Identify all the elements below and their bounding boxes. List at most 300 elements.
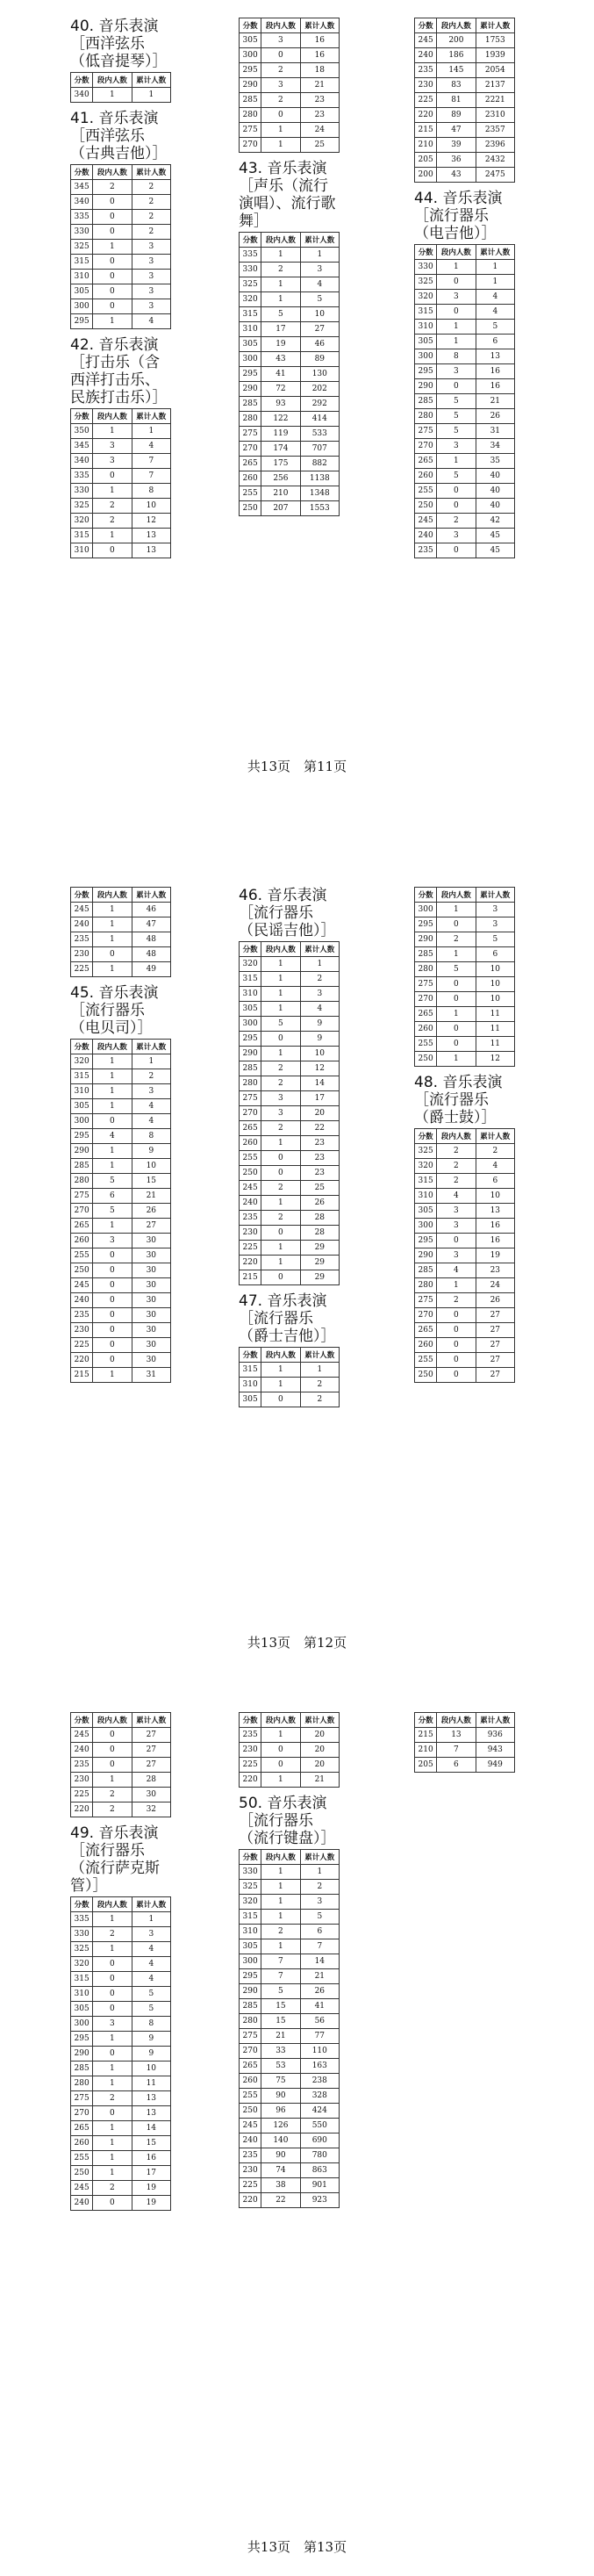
table-cell: 3 bbox=[132, 1084, 170, 1099]
table-cell: 1 bbox=[93, 2121, 132, 2136]
table-row bbox=[415, 439, 515, 454]
table-cell: 250 bbox=[240, 501, 261, 516]
table-cell: 36 bbox=[437, 153, 476, 168]
table-cell: 305 bbox=[240, 1939, 261, 1954]
table-cell: 260 bbox=[415, 1022, 437, 1037]
table-cell: 46 bbox=[132, 903, 170, 917]
table-cell: 1 bbox=[93, 1054, 132, 1069]
table-cell: 23 bbox=[300, 1151, 339, 1166]
table-cell: 245 bbox=[415, 514, 437, 529]
column-header: 分数 bbox=[71, 1897, 93, 1912]
table-cell: 270 bbox=[240, 138, 261, 153]
table-row bbox=[71, 210, 171, 225]
table-row bbox=[415, 1368, 515, 1383]
table-row bbox=[415, 1174, 515, 1189]
table-row bbox=[71, 2196, 171, 2211]
table-cell: 424 bbox=[300, 2104, 339, 2119]
table-cell: 240 bbox=[71, 1743, 93, 1758]
table-cell: 6 bbox=[437, 1758, 476, 1773]
table-cell: 9 bbox=[300, 1032, 339, 1047]
table-cell: 29 bbox=[300, 1270, 339, 1285]
column bbox=[70, 18, 171, 565]
column-header: 分数 bbox=[71, 1713, 93, 1728]
table-row bbox=[240, 972, 340, 987]
table-row bbox=[71, 1189, 171, 1204]
table-cell: 35 bbox=[476, 454, 514, 469]
table-cell: 14 bbox=[300, 1076, 339, 1091]
table-cell: 3 bbox=[300, 987, 339, 1002]
table-cell: 330 bbox=[71, 1927, 93, 1942]
table-cell: 12 bbox=[300, 1061, 339, 1076]
table-cell: 2 bbox=[261, 1061, 300, 1076]
table-cell: 290 bbox=[240, 78, 261, 93]
table-cell: 325 bbox=[240, 1880, 261, 1895]
table-cell: 280 bbox=[71, 1174, 93, 1189]
table-cell: 215 bbox=[415, 1728, 437, 1743]
table-row bbox=[71, 1743, 171, 1758]
table-cell: 28 bbox=[300, 1226, 339, 1241]
table-cell: 3 bbox=[93, 2017, 132, 2032]
table-row bbox=[71, 1114, 171, 1129]
table-cell: 0 bbox=[437, 1022, 476, 1037]
table-row bbox=[415, 1293, 515, 1308]
table-cell: 230 bbox=[240, 1743, 261, 1758]
table-row bbox=[415, 1144, 515, 1159]
table-cell: 245 bbox=[240, 1181, 261, 1196]
table-row bbox=[240, 322, 340, 337]
section-title: 42. 音乐表演［打击乐（含西洋打击乐、民族打击乐）］ bbox=[70, 336, 168, 407]
table-row bbox=[415, 93, 515, 108]
table-cell: 2 bbox=[300, 1880, 339, 1895]
table-cell: 3 bbox=[437, 1248, 476, 1263]
table-cell: 46 bbox=[300, 337, 339, 352]
table-cell: 240 bbox=[415, 529, 437, 543]
table-cell: 1 bbox=[93, 2166, 132, 2181]
table-cell: 2 bbox=[93, 1927, 132, 1942]
table-cell: 250 bbox=[415, 499, 437, 514]
table-cell: 25 bbox=[300, 1181, 339, 1196]
column-header: 累计人数 bbox=[476, 18, 514, 33]
column-header: 累计人数 bbox=[132, 1040, 170, 1054]
table-cell: 20 bbox=[300, 1106, 339, 1121]
table-cell: 310 bbox=[240, 322, 261, 337]
table-cell: 220 bbox=[71, 1802, 93, 1817]
table-cell: 320 bbox=[240, 292, 261, 307]
table-cell: 0 bbox=[437, 1234, 476, 1248]
table-cell: 2 bbox=[93, 1802, 132, 1817]
table-cell: 89 bbox=[437, 108, 476, 123]
table-row bbox=[240, 1181, 340, 1196]
column-header: 段内人数 bbox=[261, 1713, 300, 1728]
column-header: 段内人数 bbox=[93, 1713, 132, 1728]
table-cell: 255 bbox=[240, 1151, 261, 1166]
table-cell: 30 bbox=[132, 1278, 170, 1293]
table-cell: 26 bbox=[476, 1293, 514, 1308]
table-cell: 350 bbox=[71, 424, 93, 439]
column-header: 累计人数 bbox=[300, 1713, 339, 1728]
table-cell: 4 bbox=[476, 290, 514, 305]
table-cell: 53 bbox=[261, 2059, 300, 2074]
table-cell: 1 bbox=[261, 1241, 300, 1256]
table-cell: 0 bbox=[93, 284, 132, 299]
table-cell: 260 bbox=[71, 2136, 93, 2151]
table-cell: 1 bbox=[93, 1144, 132, 1159]
table-cell: 1 bbox=[437, 1052, 476, 1067]
table-row bbox=[240, 442, 340, 457]
table-row bbox=[71, 1069, 171, 1084]
table-cell: 28 bbox=[132, 1773, 170, 1788]
table-row bbox=[240, 2044, 340, 2059]
table-row bbox=[240, 1226, 340, 1241]
table-cell: 295 bbox=[240, 1032, 261, 1047]
score-table bbox=[239, 232, 340, 516]
table-row bbox=[71, 2091, 171, 2106]
table-cell: 0 bbox=[93, 1114, 132, 1129]
table-cell: 285 bbox=[415, 394, 437, 409]
table-cell: 320 bbox=[71, 1957, 93, 1972]
section-title: 48. 音乐表演［流行器乐（爵士鼓）］ bbox=[414, 1074, 503, 1126]
table-row bbox=[71, 2181, 171, 2196]
table-row bbox=[415, 394, 515, 409]
table-cell: 20 bbox=[300, 1743, 339, 1758]
table-cell: 6 bbox=[476, 1174, 514, 1189]
table-cell: 4 bbox=[132, 1942, 170, 1957]
table-cell: 2 bbox=[300, 1378, 339, 1392]
table-cell: 4 bbox=[300, 277, 339, 292]
table-row bbox=[240, 1002, 340, 1017]
table-cell: 1 bbox=[132, 424, 170, 439]
table-cell: 275 bbox=[415, 977, 437, 992]
table-cell: 1 bbox=[261, 1939, 300, 1954]
table-row bbox=[415, 1189, 515, 1204]
section-title: 47. 音乐表演［流行器乐（爵士吉他）］ bbox=[239, 1292, 336, 1345]
table-cell: 2 bbox=[437, 514, 476, 529]
table-row bbox=[240, 987, 340, 1002]
table-cell: 300 bbox=[415, 349, 437, 364]
table-cell: 1 bbox=[476, 260, 514, 275]
column-header: 段内人数 bbox=[93, 1040, 132, 1054]
table-cell: 0 bbox=[261, 48, 300, 63]
table-cell: 38 bbox=[261, 2178, 300, 2193]
table-cell: 4 bbox=[476, 1159, 514, 1174]
column-header: 累计人数 bbox=[132, 1713, 170, 1728]
table-row bbox=[71, 1084, 171, 1099]
table-cell: 174 bbox=[261, 442, 300, 457]
table-cell: 1 bbox=[261, 1136, 300, 1151]
table-cell: 41 bbox=[261, 367, 300, 382]
table-cell: 205 bbox=[415, 153, 437, 168]
table-cell: 285 bbox=[240, 1999, 261, 2014]
table-cell: 1 bbox=[93, 1219, 132, 1234]
table-cell: 320 bbox=[71, 514, 93, 529]
table-row bbox=[415, 424, 515, 439]
table-row bbox=[240, 352, 340, 367]
table-cell: 9 bbox=[132, 2047, 170, 2062]
table-cell: 2 bbox=[93, 2091, 132, 2106]
table-row bbox=[71, 1129, 171, 1144]
table-cell: 2 bbox=[300, 1392, 339, 1407]
table-cell: 0 bbox=[93, 255, 132, 270]
table-cell: 1 bbox=[261, 1773, 300, 1788]
table-cell: 7 bbox=[261, 1969, 300, 1984]
table-header-row bbox=[240, 18, 340, 33]
table-row bbox=[240, 1076, 340, 1091]
table-cell: 328 bbox=[300, 2089, 339, 2104]
table-cell: 24 bbox=[476, 1278, 514, 1293]
table-cell: 0 bbox=[437, 992, 476, 1007]
table-cell: 5 bbox=[476, 932, 514, 947]
table-cell: 5 bbox=[300, 1910, 339, 1925]
table-cell: 0 bbox=[93, 2106, 132, 2121]
table-cell: 110 bbox=[300, 2044, 339, 2059]
table-cell: 340 bbox=[71, 88, 93, 103]
column-header: 分数 bbox=[415, 1129, 437, 1144]
table-cell: 5 bbox=[93, 1204, 132, 1219]
table-row bbox=[240, 337, 340, 352]
table-cell: 0 bbox=[93, 543, 132, 558]
table-cell: 3 bbox=[476, 903, 514, 917]
table-cell: 265 bbox=[240, 457, 261, 471]
table-cell: 1 bbox=[261, 138, 300, 153]
table-cell: 220 bbox=[240, 1256, 261, 1270]
table-cell: 330 bbox=[240, 1865, 261, 1880]
table-cell: 3 bbox=[261, 78, 300, 93]
table-cell: 2432 bbox=[476, 153, 514, 168]
table-cell: 1 bbox=[261, 987, 300, 1002]
table-cell: 1753 bbox=[476, 33, 514, 48]
table-cell: 240 bbox=[71, 917, 93, 932]
table-cell: 260 bbox=[415, 1338, 437, 1353]
table-row bbox=[415, 484, 515, 499]
table-row bbox=[71, 195, 171, 210]
table-row bbox=[240, 1136, 340, 1151]
column-header: 分数 bbox=[415, 245, 437, 260]
table-row bbox=[71, 2002, 171, 2017]
table-cell: 1 bbox=[93, 529, 132, 543]
table-row bbox=[240, 63, 340, 78]
table-cell: 8 bbox=[132, 2017, 170, 2032]
table-cell: 280 bbox=[415, 409, 437, 424]
table-row bbox=[240, 108, 340, 123]
table-cell: 310 bbox=[71, 270, 93, 284]
table-row bbox=[71, 529, 171, 543]
table-row bbox=[240, 1211, 340, 1226]
table-cell: 225 bbox=[71, 1788, 93, 1802]
table-cell: 330 bbox=[415, 260, 437, 275]
table-cell: 14 bbox=[300, 1954, 339, 1969]
table-cell: 0 bbox=[93, 1248, 132, 1263]
table-row bbox=[415, 335, 515, 349]
table-cell: 0 bbox=[437, 305, 476, 320]
table-cell: 75 bbox=[261, 2074, 300, 2089]
table-cell: 200 bbox=[437, 33, 476, 48]
table-row bbox=[240, 1954, 340, 1969]
table-cell: 1 bbox=[261, 1895, 300, 1910]
table-cell: 1 bbox=[93, 2151, 132, 2166]
table-row bbox=[71, 284, 171, 299]
table-cell: 245 bbox=[71, 1728, 93, 1743]
table-row bbox=[71, 903, 171, 917]
table-cell: 295 bbox=[415, 1234, 437, 1248]
table-row bbox=[71, 2032, 171, 2047]
table-cell: 325 bbox=[71, 240, 93, 255]
table-cell: 2 bbox=[132, 180, 170, 195]
table-cell: 0 bbox=[93, 1987, 132, 2002]
table-cell: 42 bbox=[476, 514, 514, 529]
table-header-row bbox=[240, 1348, 340, 1363]
table-cell: 295 bbox=[240, 1969, 261, 1984]
column-header: 累计人数 bbox=[132, 1897, 170, 1912]
table-cell: 10 bbox=[476, 977, 514, 992]
table-cell: 2 bbox=[437, 1144, 476, 1159]
table-cell: 15 bbox=[261, 2014, 300, 2029]
table-row bbox=[415, 543, 515, 558]
table-cell: 280 bbox=[240, 108, 261, 123]
table-cell: 1 bbox=[93, 314, 132, 329]
table-header-row bbox=[71, 1713, 171, 1728]
table-cell: 40 bbox=[476, 499, 514, 514]
table-cell: 0 bbox=[261, 1758, 300, 1773]
score-table bbox=[239, 1712, 340, 1788]
table-cell: 315 bbox=[71, 1972, 93, 1987]
table-cell: 1 bbox=[437, 947, 476, 962]
table-row bbox=[415, 379, 515, 394]
table-cell: 17 bbox=[300, 1091, 339, 1106]
column-header: 累计人数 bbox=[300, 942, 339, 957]
table-row bbox=[415, 108, 515, 123]
table-cell: 690 bbox=[300, 2133, 339, 2148]
table-cell: 5 bbox=[437, 424, 476, 439]
table-cell: 305 bbox=[71, 284, 93, 299]
table-row bbox=[415, 63, 515, 78]
table-header-row bbox=[240, 1713, 340, 1728]
table-cell: 0 bbox=[93, 1353, 132, 1368]
table-cell: 285 bbox=[240, 1061, 261, 1076]
table-cell: 31 bbox=[132, 1368, 170, 1383]
table-cell: 240 bbox=[240, 1196, 261, 1211]
table-row bbox=[240, 1743, 340, 1758]
table-cell: 265 bbox=[71, 1219, 93, 1234]
table-cell: 13 bbox=[132, 543, 170, 558]
table-cell: 1 bbox=[300, 1363, 339, 1378]
table-row bbox=[415, 1022, 515, 1037]
table-cell: 335 bbox=[71, 210, 93, 225]
table-row bbox=[415, 33, 515, 48]
table-cell: 32 bbox=[132, 1802, 170, 1817]
table-cell: 1 bbox=[93, 484, 132, 499]
table-cell: 0 bbox=[261, 1392, 300, 1407]
table-cell: 23 bbox=[300, 93, 339, 108]
table-cell: 47 bbox=[132, 917, 170, 932]
table-cell: 5 bbox=[132, 1987, 170, 2002]
table-cell: 2 bbox=[261, 1121, 300, 1136]
table-row bbox=[240, 48, 340, 63]
table-row bbox=[415, 260, 515, 275]
table-cell: 238 bbox=[300, 2074, 339, 2089]
table-cell: 5 bbox=[300, 292, 339, 307]
table-cell: 3 bbox=[261, 1106, 300, 1121]
table-cell: 225 bbox=[71, 1338, 93, 1353]
table-cell: 863 bbox=[300, 2163, 339, 2178]
table-cell: 260 bbox=[240, 2074, 261, 2089]
score-table bbox=[70, 164, 171, 329]
table-row bbox=[415, 1037, 515, 1052]
table-row bbox=[240, 307, 340, 322]
column-header: 分数 bbox=[240, 233, 261, 248]
table-cell: 2 bbox=[93, 1788, 132, 1802]
table-row bbox=[240, 1773, 340, 1788]
table-row bbox=[240, 471, 340, 486]
table-cell: 315 bbox=[415, 1174, 437, 1189]
table-cell: 1 bbox=[93, 932, 132, 947]
table-cell: 30 bbox=[132, 1353, 170, 1368]
column-header: 累计人数 bbox=[300, 1850, 339, 1865]
table-cell: 256 bbox=[261, 471, 300, 486]
table-cell: 16 bbox=[476, 1234, 514, 1248]
table-cell: 235 bbox=[71, 932, 93, 947]
table-cell: 0 bbox=[93, 225, 132, 240]
table-cell: 1 bbox=[93, 2032, 132, 2047]
table-cell: 3 bbox=[437, 290, 476, 305]
table-cell: 300 bbox=[240, 1017, 261, 1032]
table-row bbox=[71, 1099, 171, 1114]
table-cell: 2 bbox=[261, 1181, 300, 1196]
table-cell: 1 bbox=[437, 1278, 476, 1293]
score-table bbox=[70, 1896, 171, 2211]
table-row bbox=[240, 2193, 340, 2208]
table-row bbox=[240, 957, 340, 972]
table-row bbox=[71, 2017, 171, 2032]
table-cell: 0 bbox=[93, 1728, 132, 1743]
table-cell: 74 bbox=[261, 2163, 300, 2178]
table-cell: 6 bbox=[300, 1925, 339, 1939]
table-cell: 202 bbox=[300, 382, 339, 397]
column-header: 分数 bbox=[415, 888, 437, 903]
table-cell: 1 bbox=[261, 1002, 300, 1017]
page-footer: 共13页 第13页 bbox=[247, 2539, 347, 2555]
table-row bbox=[240, 1017, 340, 1032]
column-header: 段内人数 bbox=[261, 942, 300, 957]
table-cell: 215 bbox=[71, 1368, 93, 1383]
table-cell: 1 bbox=[261, 123, 300, 138]
table-cell: 315 bbox=[240, 972, 261, 987]
table-cell: 305 bbox=[240, 33, 261, 48]
table-cell: 295 bbox=[240, 367, 261, 382]
table-cell: 290 bbox=[240, 1047, 261, 1061]
table-cell: 1 bbox=[437, 454, 476, 469]
table-cell: 19 bbox=[132, 2181, 170, 2196]
table-cell: 3 bbox=[261, 1091, 300, 1106]
table-cell: 21 bbox=[261, 2029, 300, 2044]
table-row bbox=[415, 1278, 515, 1293]
table-cell: 335 bbox=[71, 1912, 93, 1927]
table-cell: 275 bbox=[415, 424, 437, 439]
table-row bbox=[240, 2178, 340, 2193]
table-cell: 235 bbox=[71, 1758, 93, 1773]
table-cell: 145 bbox=[437, 63, 476, 78]
section-title: 44. 音乐表演［流行器乐（电吉他）］ bbox=[414, 190, 503, 242]
table-cell: 0 bbox=[93, 1263, 132, 1278]
table-cell: 245 bbox=[71, 2181, 93, 2196]
table-cell: 0 bbox=[93, 195, 132, 210]
table-row bbox=[415, 917, 515, 932]
table-cell: 83 bbox=[437, 78, 476, 93]
table-cell: 10 bbox=[300, 1047, 339, 1061]
column-header: 段内人数 bbox=[93, 1897, 132, 1912]
table-header-row bbox=[415, 888, 515, 903]
column-header: 分数 bbox=[240, 1850, 261, 1865]
column bbox=[70, 887, 171, 1390]
